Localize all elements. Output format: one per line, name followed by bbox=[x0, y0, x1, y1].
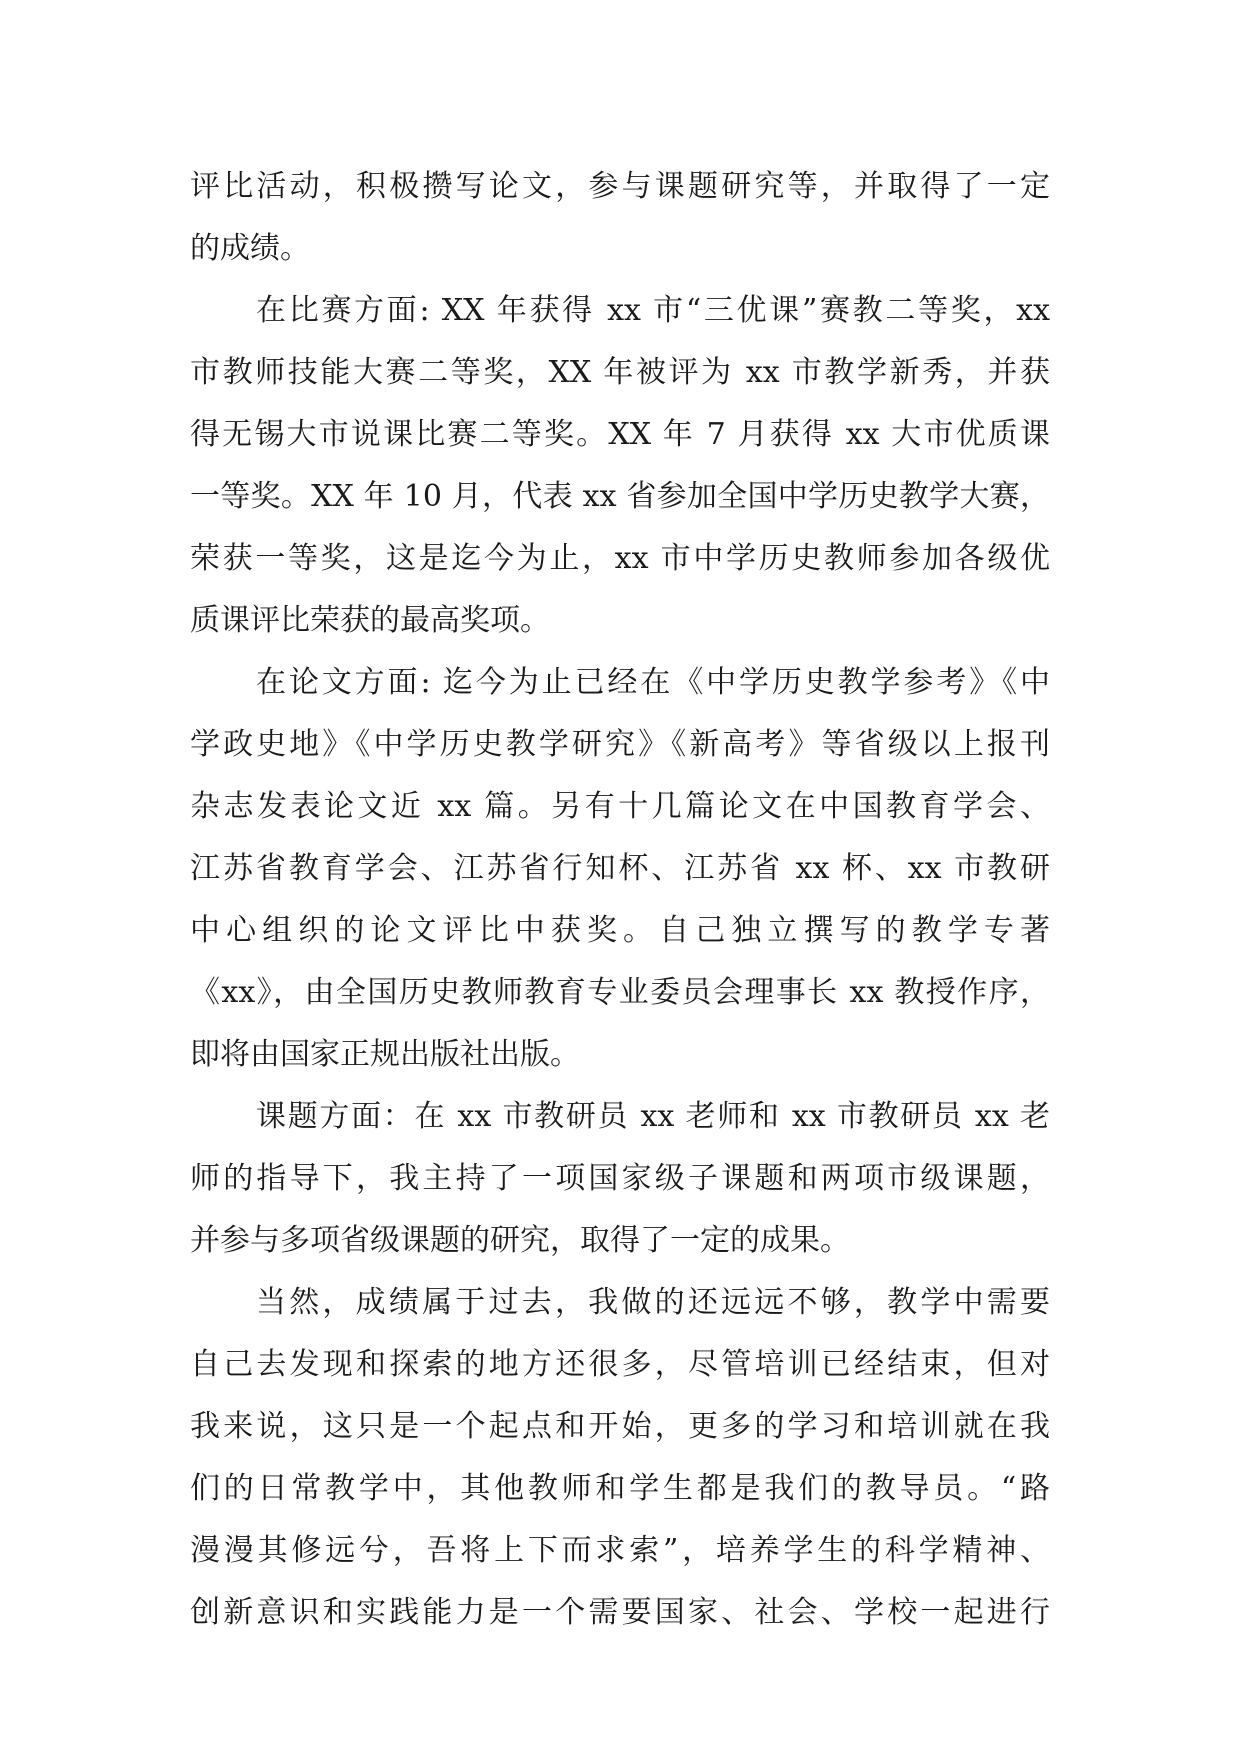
text-line: 并参与多项省级课题的研究，取得了一定的成果。 bbox=[190, 1223, 850, 1258]
text-line: 江苏省教育学会、江苏省行知杯、江苏省 xx 杯、xx 市教研 bbox=[190, 851, 1050, 886]
text-line: 自己去发现和探索的地方还很多，尽管培训已经结束，但对 bbox=[190, 1347, 1050, 1382]
text-line: 在比赛方面: XX 年获得 xx 市“三优课”赛教二等奖，xx bbox=[256, 293, 1050, 328]
text-line: 们的日常教学中，其他教师和学生都是我们的教导员。“路 bbox=[190, 1471, 1050, 1506]
text-line: 创新意识和实践能力是一个需要国家、社会、学校一起进行 bbox=[190, 1595, 1050, 1630]
text-line: 《xx》，由全国历史教师教育专业委员会理事长 xx 教授作序， bbox=[190, 975, 1050, 1010]
text-line: 当然，成绩属于过去，我做的还远远不够，教学中需要 bbox=[256, 1285, 1050, 1320]
text-line: 一等奖。XX 年 10 月，代表 xx 省参加全国中学历史教学大赛， bbox=[190, 479, 1050, 514]
text-line: 课题方面：在 xx 市教研员 xx 老师和 xx 市教研员 xx 老 bbox=[256, 1099, 1050, 1134]
text-line: 师的指导下，我主持了一项国家级子课题和两项市级课题， bbox=[190, 1161, 1050, 1196]
text-line: 即将由国家正规出版社出版。 bbox=[190, 1037, 580, 1072]
document-body-text bbox=[190, 156, 1050, 1644]
text-line: 中心组织的论文评比中获奖。自己独立撰写的教学专著 bbox=[190, 913, 1050, 948]
text-line: 质课评比荣获的最高奖项。 bbox=[190, 603, 550, 638]
text-line: 杂志发表论文近 xx 篇。另有十几篇论文在中国教育学会、 bbox=[190, 789, 1050, 824]
text-line: 在论文方面: 迄今为止已经在《中学历史教学参考》《中 bbox=[256, 665, 1050, 700]
text-line: 市教师技能大赛二等奖，XX 年被评为 xx 市教学新秀，并获 bbox=[190, 355, 1050, 390]
text-line: 我来说，这只是一个起点和开始，更多的学习和培训就在我 bbox=[190, 1409, 1050, 1444]
text-line: 的成绩。 bbox=[190, 231, 310, 266]
text-line: 学政史地》《中学历史教学研究》《新高考》等省级以上报刊 bbox=[190, 727, 1050, 762]
text-line: 荣获一等奖，这是迄今为止，xx 市中学历史教师参加各级优 bbox=[190, 541, 1050, 576]
text-line: 得无锡大市说课比赛二等奖。XX 年 7 月获得 xx 大市优质课 bbox=[190, 417, 1050, 452]
text-line: 漫漫其修远兮，吾将上下而求索”，培养学生的科学精神、 bbox=[190, 1533, 1050, 1568]
text-line: 评比活动，积极攒写论文，参与课题研究等，并取得了一定 bbox=[190, 169, 1050, 204]
